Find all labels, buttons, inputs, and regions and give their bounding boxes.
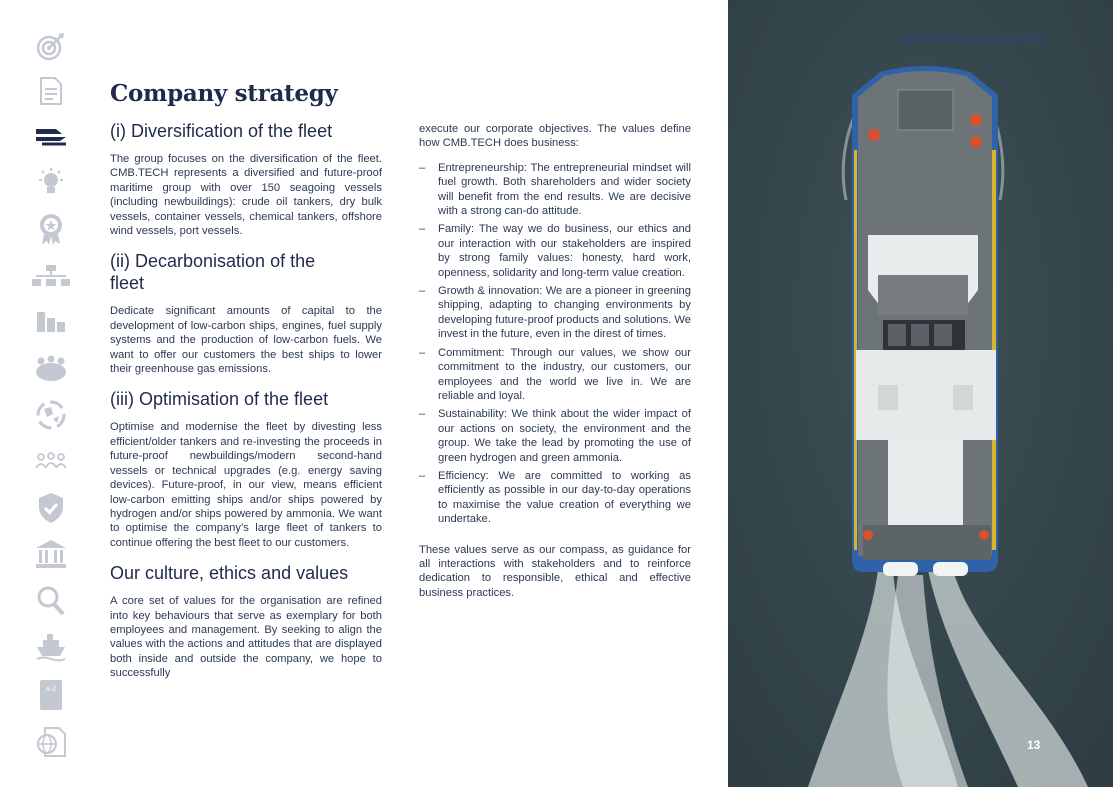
section-body-diversification: The group focuses on the diversification of the fleet. CMB.TECH represents a diversified and future-proof maritime group with over 150 seagoing vessels (including newbuildings): crude oil tankers, dry bulk vessels, container vessels, chemical tankers, offshore wind vessels, port vessels. [110, 153, 382, 238]
values-intro: execute our corporate objectives. The values define how CMB.TECH does business: [419, 123, 691, 150]
value-sustainability: Sustainability: We think about the wider impact of our actions on society, the environment and the group. We take the lead by promoting the use of green hydrogen and green ammonia. [438, 408, 691, 464]
value-commitment: Commitment: Through our values, we show our commitment to the industry, our customers, our employees and the world we live in. We are reliable and loyal. [438, 346, 691, 402]
book-az-icon[interactable] [26, 678, 76, 712]
list-item [419, 222, 691, 280]
section-heading-culture: Our culture, ethics and values [110, 563, 349, 584]
values-list [419, 161, 691, 527]
value-growth-innovation: Growth & innovation: We are a pioneer in greening shipping, adapting to changing environments by developing future-proof products and solutions. We invest in the future, even in the direst of times. [438, 285, 691, 341]
bank-icon[interactable] [26, 537, 76, 571]
target-icon[interactable] [26, 29, 76, 63]
org-chart-icon[interactable] [26, 259, 76, 293]
page-title: Company strategy [110, 80, 338, 107]
bullet-dash: – [419, 285, 426, 298]
value-efficiency: Efficiency: We are committed to working as efficiently as possible in our day-to-day operations to maximise the value creation of everything we undertake. [438, 469, 691, 526]
people-group-icon[interactable] [26, 351, 76, 385]
globe-document-icon[interactable] [26, 725, 76, 759]
section-heading-optimisation: (iii) Optimisation of the fleet [110, 389, 329, 410]
shield-check-icon[interactable] [26, 491, 76, 525]
bullet-dash: – [419, 469, 426, 482]
ship-icon[interactable] [26, 630, 76, 664]
section-heading-decarbonisation: (ii) Decarbonisation of the fleet [110, 251, 316, 294]
people-icon[interactable] [26, 444, 76, 478]
vessel-illustration [728, 0, 1113, 787]
value-family: Family: The way we do business, our ethics and our interaction with our stakeholders are inspired by strong family values: honesty, hard work, openness, solidarity and long-term value creation. [438, 223, 691, 279]
bar-chart-icon[interactable] [26, 305, 76, 339]
section-body-culture: A core set of values for the organisation are refined into key behaviours that serve as exemplary for both employees and management. By seeking to align the values with the actions and attitudes that are displayed both inside and outside the company, we hope to successfully [110, 595, 382, 680]
section-body-optimisation: Optimise and modernise the fleet by divesting less efficient/older tankers and re-investing the proceeds in future-proof newbuildings/modern second-hand vessels or technical upgrades (e.g. energy saving devices). Future-proof, in our view, means efficient low-carbon emitting ships and/or ships powered by hydrogen and/or ships powered by ammonia. We want to optimise the company’s large fleet of tankers to continue offering the best fleet to our customers. [110, 421, 382, 549]
document-icon[interactable] [26, 74, 76, 108]
svg-text:A-Z: A-Z [45, 686, 57, 693]
recycle-globe-icon[interactable] [26, 398, 76, 432]
bullet-dash: – [419, 223, 426, 236]
value-entrepreneurship: Entrepreneurship: The entrepreneurial mindset will fuel growth. Both shareholders and wider society will benefit from the end results. We are decisive with a strong can-do attitude. [438, 161, 691, 218]
lightbulb-icon[interactable] [26, 166, 76, 200]
section-heading-diversification: (i) Diversification of the fleet [110, 121, 333, 141]
text-column-left [110, 120, 382, 693]
list-item [419, 161, 691, 219]
magnifier-icon[interactable] [26, 584, 76, 618]
list-item [419, 469, 691, 527]
report-title: CMB.TECH Annual Report 2024 [901, 34, 1045, 45]
list-item [419, 346, 691, 404]
bullet-dash: – [419, 408, 426, 421]
section-body-decarbonisation: Dedicate significant amounts of capital to the development of low-carbon ships, engines, fuel supply systems and the production of low-carbon fuels. We want to offer our customers the best ships to lower their greenhouse gas emissions. [110, 305, 382, 376]
vessel-aerial-photo [728, 0, 1113, 787]
ship-lines-icon[interactable] [26, 120, 76, 154]
list-item [419, 284, 691, 342]
list-item [419, 407, 691, 465]
bullet-dash: – [419, 161, 426, 174]
text-column-right [419, 122, 691, 612]
values-closing: These values serve as our compass, as guidance for all interactions with stakeholders and to reinforce dedication to responsible, ethical and effective business practices. [419, 543, 691, 599]
bullet-dash: – [419, 346, 426, 359]
page-number: 13 [1027, 738, 1041, 752]
award-badge-icon[interactable] [26, 212, 76, 246]
